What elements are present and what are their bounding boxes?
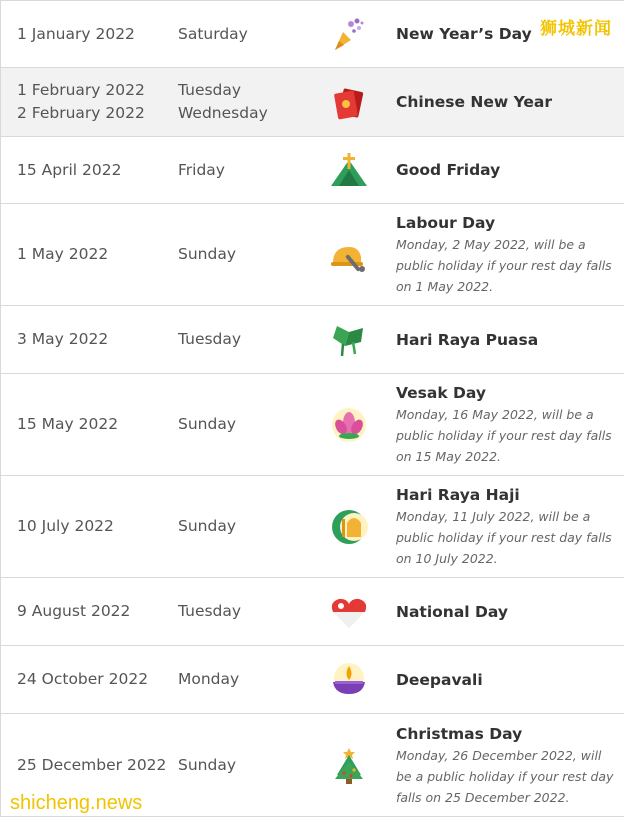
- date-cell: [1, 328, 178, 351]
- note-line: be a public holiday if your rest day: [396, 768, 614, 784]
- date-text: 1 February 2022: [17, 81, 145, 99]
- table-row: [1, 0, 624, 68]
- date-text: 24 October 2022: [17, 670, 149, 688]
- lotus-icon: [302, 405, 396, 445]
- date-text: 25 December 2022: [17, 755, 167, 774]
- holiday-cell: [396, 159, 624, 181]
- day-cell: [178, 754, 302, 777]
- day-text: Sunday: [178, 245, 236, 263]
- day-cell: [178, 159, 302, 182]
- day-cell: [178, 328, 302, 351]
- christmas-tree-icon: [302, 745, 396, 785]
- holiday-name: National Day: [396, 602, 508, 621]
- note-line: Monday, 2 May 2022, will be a: [396, 237, 586, 252]
- note-line: Monday, 16 May 2022, will be a: [396, 407, 594, 422]
- red-packet-icon: [302, 82, 396, 122]
- day-text: Saturday: [178, 24, 248, 43]
- date-text: 15 April 2022: [17, 160, 122, 179]
- date-cell: [1, 79, 178, 125]
- holiday-name: Hari Raya Haji: [396, 486, 520, 504]
- day-text: Tuesday: [178, 602, 242, 620]
- date-text: 9 August 2022: [17, 602, 131, 620]
- date-text: 1 January 2022: [17, 24, 135, 43]
- day-cell: [178, 243, 302, 266]
- note-line: public holiday if your rest day falls: [396, 258, 612, 273]
- table-row: [1, 306, 624, 374]
- mosque-crescent-icon: [302, 507, 396, 547]
- date-cell: [1, 23, 178, 46]
- holiday-note: [396, 404, 614, 467]
- note-line: falls on 25 December 2022.: [396, 789, 570, 805]
- date-text: 2 February 2022: [17, 104, 145, 122]
- note-line: on 10 July 2022.: [396, 551, 498, 566]
- date-text: 3 May 2022: [17, 330, 109, 348]
- note-line: Monday, 26 December 2022, will: [396, 747, 602, 763]
- date-cell: [1, 413, 178, 436]
- singapore-heart-icon: [302, 592, 396, 632]
- table-row: [1, 476, 624, 578]
- date-cell: [1, 159, 178, 182]
- day-text: Tuesday: [178, 81, 242, 99]
- holiday-note: [396, 234, 614, 297]
- party-popper-icon: [302, 14, 396, 54]
- day-cell: [178, 668, 302, 691]
- holiday-note: [396, 745, 614, 808]
- holiday-name: Labour Day: [396, 214, 496, 232]
- table-row: [1, 68, 624, 137]
- holiday-name: New Year’s Day: [396, 25, 532, 43]
- watermark-top: 狮城新闻: [540, 19, 612, 39]
- day-cell: [178, 79, 302, 125]
- note-line: on 15 May 2022.: [396, 449, 502, 464]
- holiday-cell: [396, 212, 624, 297]
- hill-cross-icon: [302, 150, 396, 190]
- date-text: 15 May 2022: [17, 415, 119, 433]
- day-text: Wednesday: [178, 104, 268, 122]
- holiday-cell: [396, 723, 624, 808]
- table-row: [1, 578, 624, 646]
- note-line: public holiday if your rest day falls: [396, 530, 612, 545]
- hardhat-wrench-icon: [302, 235, 396, 275]
- date-cell: [1, 754, 178, 777]
- date-cell: [1, 600, 178, 623]
- holiday-cell: [396, 329, 624, 351]
- day-text: Tuesday: [178, 330, 242, 348]
- day-text: Monday: [178, 670, 240, 688]
- date-cell: [1, 515, 178, 538]
- date-text: 10 July 2022: [17, 517, 114, 535]
- day-cell: [178, 23, 302, 46]
- table-row: [1, 137, 624, 204]
- day-text: Sunday: [178, 755, 236, 774]
- day-text: Sunday: [178, 415, 236, 433]
- day-text: Sunday: [178, 517, 236, 535]
- date-cell: [1, 668, 178, 691]
- holiday-name: Chinese New Year: [396, 93, 553, 111]
- holiday-name: Christmas Day: [396, 724, 523, 743]
- ketupat-icon: [302, 320, 396, 360]
- holiday-name: Hari Raya Puasa: [396, 330, 539, 349]
- table-row: [1, 204, 624, 306]
- date-text: 1 May 2022: [17, 245, 109, 263]
- day-cell: [178, 413, 302, 436]
- holiday-name: Deepavali: [396, 670, 483, 689]
- note-line: on 1 May 2022.: [396, 279, 494, 294]
- note-line: public holiday if your rest day falls: [396, 428, 612, 443]
- holiday-cell: [396, 382, 624, 467]
- watermark-bottom: shicheng.news: [10, 792, 143, 814]
- day-cell: [178, 600, 302, 623]
- table-row: [1, 374, 624, 476]
- table-row: [1, 646, 624, 714]
- holiday-note: [396, 506, 614, 569]
- holiday-cell: [396, 601, 624, 623]
- day-cell: [178, 515, 302, 538]
- note-line: Monday, 11 July 2022, will be a: [396, 509, 591, 524]
- oil-lamp-icon: [302, 660, 396, 700]
- holiday-cell: [396, 91, 624, 113]
- day-text: Friday: [178, 160, 225, 179]
- date-cell: [1, 243, 178, 266]
- holiday-cell: [396, 484, 624, 569]
- holiday-name: Vesak Day: [396, 384, 487, 402]
- holiday-cell: [396, 669, 624, 691]
- holiday-name: Good Friday: [396, 161, 501, 179]
